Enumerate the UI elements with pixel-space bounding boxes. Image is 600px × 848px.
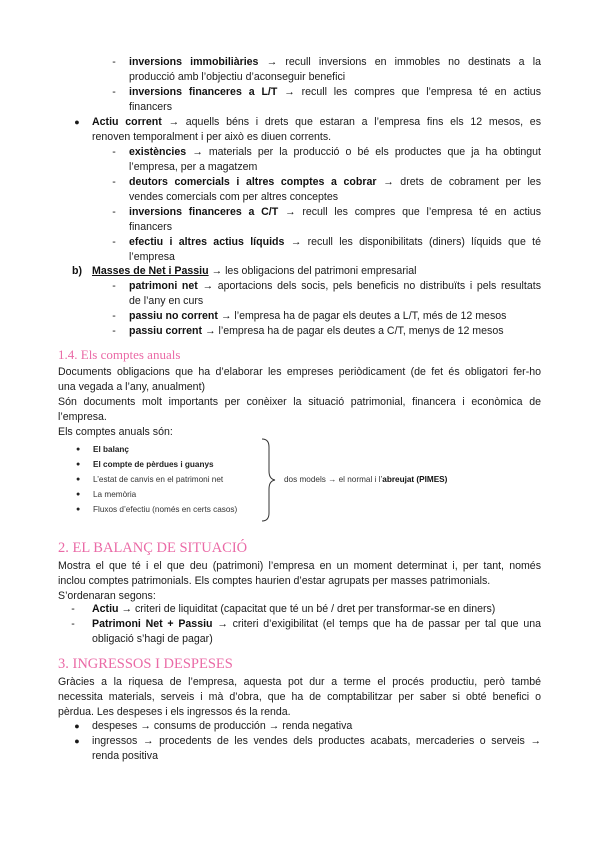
list-marker: b) [72, 265, 82, 277]
list-dash: - [112, 325, 116, 337]
list-item: patrimoni net → aportacions dels socis, pels beneficis no distribuïts i pels resultats [129, 280, 541, 292]
paragraph-line: Els comptes anuals són: [58, 426, 173, 438]
list-item: deutors comercials i altres comptes a cobrar → drets de cobrament per les [129, 176, 541, 188]
list-item-continuation: l’empresa, per a magatzem [129, 161, 258, 173]
section-heading: 1.4. Els comptes anuals [58, 347, 181, 362]
bullet-icon: ● [74, 721, 80, 731]
list-item-continuation: renda positiva [92, 750, 158, 762]
list-dash: - [112, 280, 116, 292]
paragraph-line: S’ordenaran segons: [58, 590, 156, 602]
list-item: inversions financeres a C/T → recull les compres que l’empresa té en actius [129, 206, 541, 218]
figure-item: El balanç [93, 445, 129, 454]
list-item: efectiu i altres actius líquids → recull les disponibilitats (diners) líquids que té [129, 236, 541, 248]
list-item-continuation: renoven temporalment i per això es diuen corrents. [92, 131, 332, 143]
list-item-continuation: financers [129, 221, 172, 233]
bullet-icon: ● [74, 117, 80, 127]
paragraph-line: pèrdua. Les despeses i els ingressos és la renda. [58, 706, 291, 718]
list-item: Patrimoni Net + Passiu → criteri d’exigibilitat (el temps que ha de passar per tal que una [92, 618, 541, 630]
list-item: passiu no corrent → l’empresa ha de pagar els deutes a L/T, més de 12 mesos [129, 310, 507, 322]
list-item: Actiu corrent → aquells béns i drets que estaran a l’empresa fins els 12 mesos, es [92, 116, 541, 128]
list-item: despeses → consums de producción → renda negativa [92, 720, 353, 732]
list-item: Masses de Net i Passiu → les obligacions del patrimoni empresarial [92, 265, 417, 277]
figure-item: L’estat de canvis en el patrimoni net [93, 475, 224, 484]
paragraph-line: inclou comptes patrimonials. Els comptes haurien d’estar agrupats per masses patrimonials. [58, 575, 491, 587]
section-heading: 2. EL BALANÇ DE SITUACIÓ [58, 540, 248, 556]
list-item-continuation: vendes comercials com per altres conceptes [129, 191, 339, 203]
paragraph-line: Documents obligacions que ha d’elaborar les empreses periòdicament (de fet és obligatori fer-ho [58, 366, 541, 378]
bullet-icon: ● [76, 506, 81, 513]
list-dash: - [112, 236, 116, 248]
brace-icon [258, 437, 278, 523]
list-dash: - [112, 56, 116, 68]
list-item-continuation: l’empresa [129, 251, 175, 263]
bullet-icon: ● [76, 461, 81, 468]
paragraph-line: l’empresa. [58, 411, 107, 423]
list-item-continuation: financers [129, 101, 172, 113]
section-heading: 3. INGRESSOS I DESPESES [58, 656, 233, 672]
list-item: passiu corrent → l’empresa ha de pagar els deutes a C/T, menys de 12 mesos [129, 325, 504, 337]
paragraph-line: Són documents molt importants per conèixer la situació patrimonial, financera i econòmica de [58, 396, 541, 408]
list-dash: - [71, 618, 75, 630]
list-dash: - [71, 603, 75, 615]
list-item: ingressos → procedents de les vendes dels productes acabats, mercaderies o serveis → [92, 735, 541, 747]
paragraph-line: Mostra el que té i el que deu (patrimoni) l’empresa en un moment determinat i, per tant, només [58, 560, 541, 572]
list-item: existències → materials per la producció o bé els productes que ja ha obtingut [129, 146, 541, 158]
list-dash: - [112, 176, 116, 188]
list-dash: - [112, 146, 116, 158]
figure-item: Fluxos d’efectiu (només en certs casos) [93, 505, 238, 514]
bullet-icon: ● [76, 446, 81, 453]
list-item: inversions financeres a L/T → recull les compres que l’empresa té en actius [129, 86, 541, 98]
list-item-continuation: obligació s’hagi de pagar) [92, 633, 213, 645]
figure-item: El compte de pèrdues i guanys [93, 460, 214, 469]
figure-note: dos models → el normal i l’abreujat (PIMES) [284, 475, 448, 484]
paragraph-line: necessita materials, serveis i mà d’obra, que ha de comptabilitzar per saber si obté benefici o [58, 691, 541, 703]
paragraph-line: Gràcies a la riquesa de l’empresa, aquesta pot dur a terme el procés productiu, però també [58, 676, 541, 688]
list-dash: - [112, 310, 116, 322]
bullet-icon: ● [76, 491, 81, 498]
figure-item: La memòria [93, 490, 137, 499]
paragraph-line: una vegada a l’any, anualment) [58, 381, 206, 393]
bullet-icon: ● [74, 736, 80, 746]
list-dash: - [112, 86, 116, 98]
list-item-continuation: de l’any en curs [129, 295, 204, 307]
bullet-icon: ● [76, 476, 81, 483]
list-item-continuation: producció amb l’objectiu d’aconseguir benefici [129, 71, 346, 83]
list-item: inversions immobiliàries → recull inversions en immobles no destinats a la [129, 56, 541, 68]
list-item: Actiu → criteri de liquiditat (capacitat que té un bé / dret per transformar-se en diners) [92, 603, 496, 615]
list-dash: - [112, 206, 116, 218]
